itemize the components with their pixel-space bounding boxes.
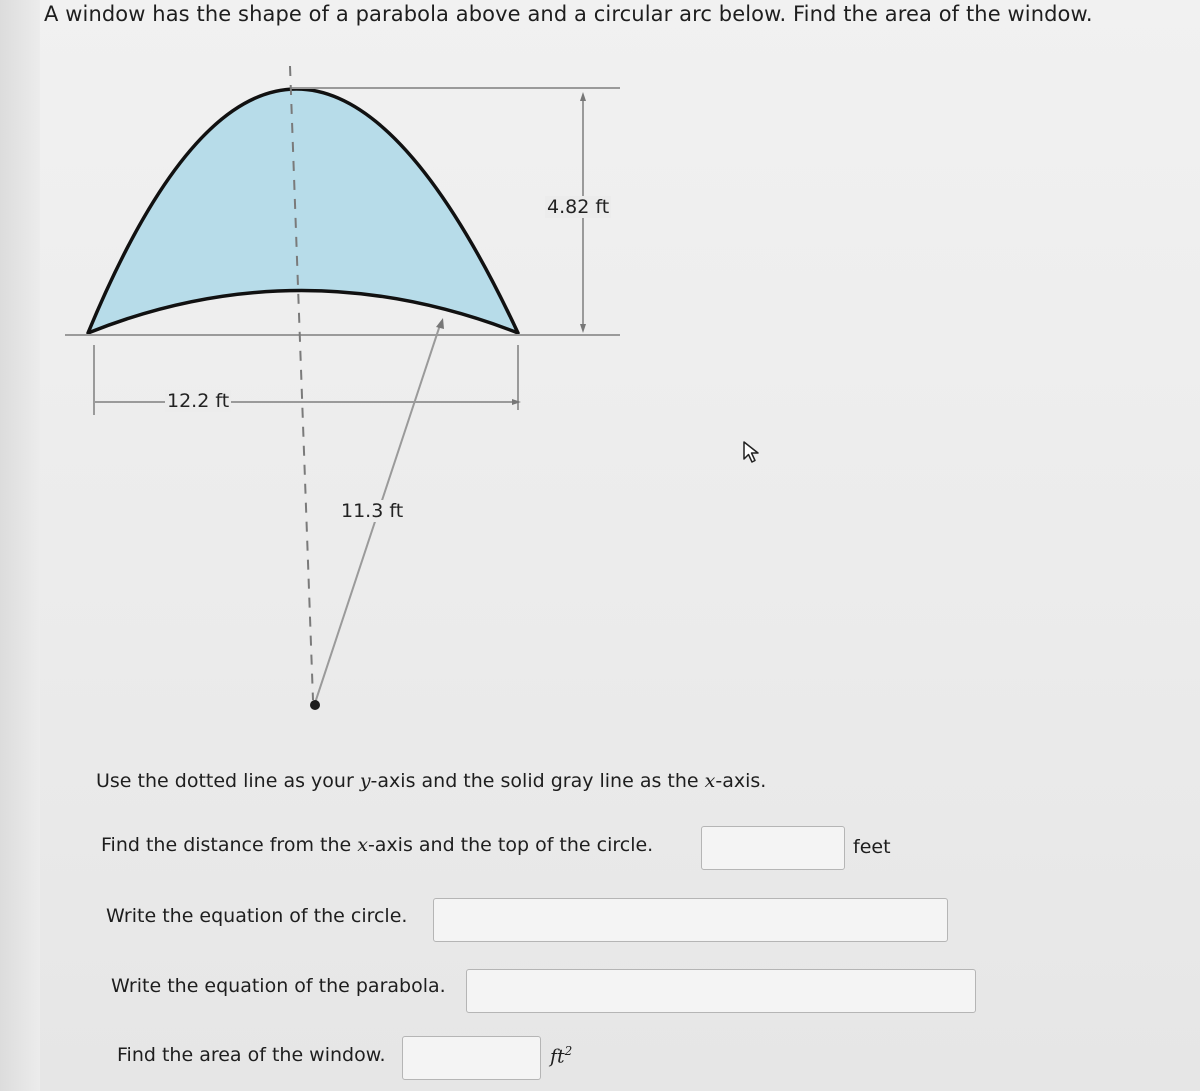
y-variable: y (359, 770, 371, 792)
circle-equation-input[interactable] (433, 898, 948, 942)
area-unit-text: ft (550, 1045, 565, 1068)
axis-instructions (96, 770, 766, 792)
area-unit-exponent: 2 (564, 1044, 573, 1058)
question-distance-x-variable: x (357, 834, 368, 856)
parabola-equation-input[interactable] (466, 969, 976, 1013)
axis-instructions-text-3: -axis. (715, 770, 767, 792)
distance-unit-label: feet (853, 836, 891, 858)
radius-arrow (436, 318, 444, 329)
question-circle-label: Write the equation of the circle. (106, 905, 408, 927)
question-distance-label (101, 834, 653, 856)
question-parabola-label: Write the equation of the parabola. (111, 975, 446, 997)
axis-instructions-text-2: -axis and the solid gray line as the (370, 770, 705, 792)
area-answer-input[interactable] (402, 1036, 541, 1080)
width-label: 12.2 ft (167, 390, 230, 412)
problem-statement: A window has the shape of a parabola above and a circular arc below. Find the area of the window. (44, 2, 1093, 26)
x-variable: x (704, 770, 716, 792)
radius-label: 11.3 ft (341, 500, 404, 522)
question-distance-text-2: -axis and the top of the circle. (367, 834, 654, 856)
axis-instructions-text-1: Use the dotted line as your (96, 770, 360, 792)
height-arrow-bottom (580, 324, 586, 333)
window-region (88, 89, 518, 333)
circle-center-point (310, 700, 320, 710)
mouse-cursor-icon (742, 440, 762, 464)
question-distance-text-1: Find the distance from the (101, 834, 358, 856)
distance-answer-input[interactable] (701, 826, 845, 870)
height-arrow-top (580, 92, 586, 101)
area-unit-label (550, 1044, 572, 1067)
question-area-label: Find the area of the window. (117, 1044, 386, 1066)
width-arrow-right (512, 399, 521, 405)
height-label: 4.82 ft (547, 196, 610, 218)
